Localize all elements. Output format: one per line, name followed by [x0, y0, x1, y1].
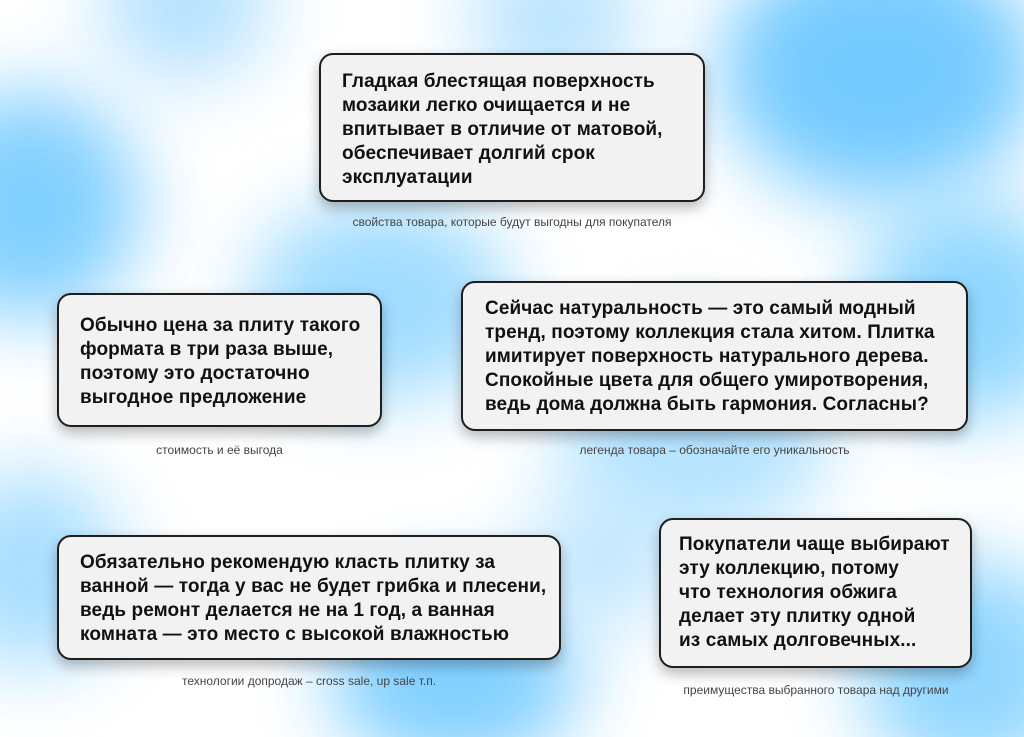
caption-product-properties: свойства товара, которые будут выгодны для покупателя — [352, 215, 672, 229]
blob — [0, 90, 140, 320]
caption-cross-sale: технологии допродаж – cross sale, up sale т.п. — [181, 674, 437, 688]
caption-product-legend: легенда товара – обозначайте его уникальность — [579, 443, 850, 457]
card-product-properties-text: Гладкая блестящая поверхность мозаики легко очищается и не впитывает в отличие от матовой, обеспечивает долгий срок эксплуатации — [342, 71, 663, 188]
blob — [100, 0, 270, 80]
caption-advantages: преимущества выбранного товара над другими — [683, 683, 949, 697]
card-price-benefit-text: Обычно цена за плиту такого формата в три раза выше, поэтому это достаточно выгодное предложение — [80, 315, 361, 408]
blob — [720, 0, 1024, 200]
card-product-legend-text: Сейчас натуральность — это самый модный тренд, поэтому коллекция стала хитом. Плитка имитирует поверхность натурального дерева. Спокойные цвета для общего умиротворения, ведь дома должна быть гармония. Согласны? — [485, 298, 935, 415]
card-advantages-text: Покупатели чаще выбирают эту коллекцию, потому что технология обжига делает эту плитку одной из самых долговечных... — [679, 534, 950, 651]
card-cross-sale-text: Обязательно рекомендую класть плитку за ванной — тогда у вас не будет грибка и плесени, ведь ремонт делается не на 1 год, а ванная комната — это место с высокой влажностью — [80, 552, 547, 645]
caption-price-benefit: стоимость и её выгода — [156, 443, 283, 457]
